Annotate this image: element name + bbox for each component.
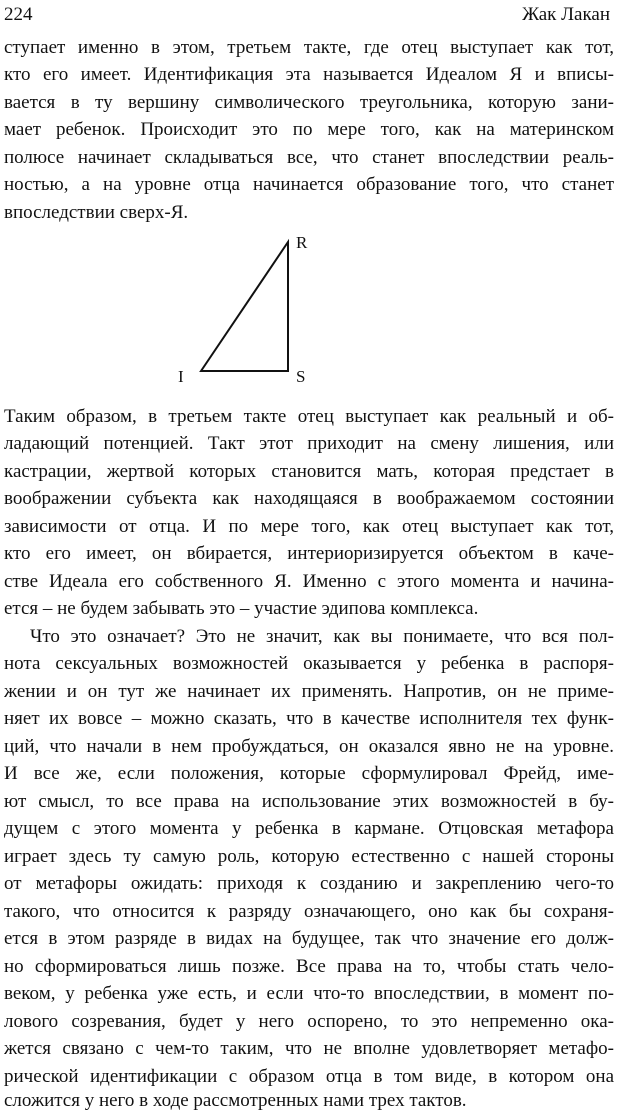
text-line: стве Идеала его собственного Я. Именно с этого момента и начина-: [4, 571, 614, 592]
text-line: Что это означает? Это не значит, как вы понимаете, что вся пол-: [30, 626, 614, 647]
text-line: такого, что относится к разряду означающего, оно как бы сохраня-: [4, 901, 614, 922]
text-line: няет их вовсе – можно сказать, что в качестве исполнителя тех функ-: [4, 708, 614, 729]
text-line: воображении субъекта как находящаяся в воображаемом состоянии: [4, 488, 614, 509]
text-line: ется – не будем забывать это – участие эдипова комплекса.: [4, 598, 479, 619]
text-line: нота сексуальных возможностей оказывается у ребенка в распоря-: [4, 653, 614, 674]
page-number: 224: [4, 4, 33, 25]
text-line: зависимости от отца. И по мере того, как отец выступает как тот,: [4, 516, 614, 537]
text-line: мает ребенок. Происходит это по мере того, как на материнском: [4, 119, 614, 140]
vertex-label-s: S: [296, 367, 306, 386]
text-line: ют смысл, то все права на использование этих возможностей в бу-: [4, 791, 614, 812]
text-line: ностью, а на уровне отца начинается образование того, что станет: [4, 174, 614, 195]
symbolic-triangle-diagram: [170, 232, 320, 388]
text-line: от метафоры ожидать: приходя к созданию и закреплению чего-то: [4, 873, 614, 894]
text-line: жении и он тут же начинает их применять. Напротив, он не приме-: [4, 681, 614, 702]
text-line: кастрации, жертвой которых становится мать, которая предстает в: [4, 461, 614, 482]
text-line: ций, что начали в нем пробуждаться, он оказался явно не на уровне.: [4, 736, 614, 757]
text-line: кто его имеет, он вбирается, интериоризируется объектом в каче-: [4, 543, 614, 564]
vertex-label-r: R: [296, 233, 308, 252]
text-line: дущем с этого момента у ребенка в кармане. Отцовская метафора: [4, 818, 614, 839]
text-line: впоследствии сверх-Я.: [4, 202, 189, 223]
text-line: сложится у него в ходе рассмотренных нами трех тактов.: [4, 1090, 467, 1111]
text-line: ется в этом разряде в видах на будущее, так что значение его долж-: [4, 928, 614, 949]
text-line: веком, у ребенка уже есть, и если что-то впоследствии, в момент по-: [4, 983, 614, 1004]
text-line: кто его имеет. Идентификация эта называется Идеалом Я и вписы-: [4, 64, 614, 85]
text-line: лового созревания, будет у него оспорено, то это непременно ока-: [4, 1011, 614, 1032]
text-line: играет здесь ту самую роль, которую естественно с нашей стороны: [4, 846, 614, 867]
text-line: жется связано с чем-то таким, что не вполне удовлетворяет метафо-: [4, 1038, 614, 1059]
page-header: [4, 2, 610, 28]
text-line: И все же, если положения, которые сформулировал Фрейд, име-: [4, 763, 614, 784]
vertex-label-i: I: [178, 367, 184, 386]
text-line: рической идентификации с образом отца в том виде, в котором она: [4, 1066, 614, 1087]
text-line: ступает именно в этом, третьем такте, где отец выступает как тот,: [4, 37, 614, 58]
text-line: но сформироваться лишь позже. Все права на то, чтобы стать чело-: [4, 956, 614, 977]
text-line: ладающий потенцией. Такт этот приходит на смену лишения, или: [4, 433, 614, 454]
text-line: вается в ту вершину символического треугольника, которую зани-: [4, 92, 614, 113]
text-line: Таким образом, в третьем такте отец выступает как реальный и об-: [4, 406, 614, 427]
running-title: Жак Лакан: [522, 4, 610, 25]
triangle-shape: [201, 242, 288, 371]
text-line: полюсе начинает складываться все, что станет впоследствии реаль-: [4, 147, 614, 168]
